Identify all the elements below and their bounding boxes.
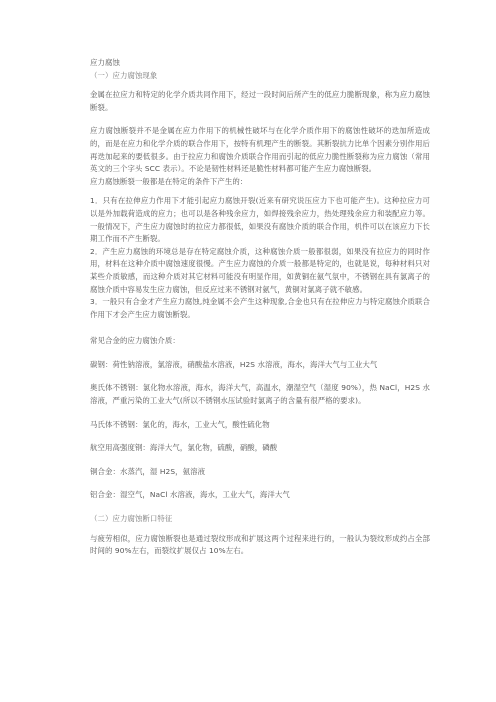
paragraph-definition: 金属在拉应力和特定的化学介质共同作用下，经过一段时间后所产生的低应力脆断现象，称为应力腐蚀断裂。 — [90, 90, 430, 112]
paragraph-conditions-intro: 应力腐蚀断裂一般都是在特定的条件下产生的： — [90, 176, 248, 186]
paragraph-aluminum-alloy: 铝合金：湿空气，NaCl 水溶液，海水，工业大气，海洋大气 — [90, 490, 290, 500]
paragraph-martensitic-stainless: 马氏体不锈钢：氯化的，海水，工业大气，酸性硫化物 — [90, 419, 270, 429]
paragraph-copper-alloy: 铜合金：水蒸汽，湿 H2S，氨溶液 — [90, 466, 206, 476]
document-title: 应力腐蚀 — [90, 58, 120, 67]
paragraph-condition-1: 1．只有在拉伸应力作用下才能引起应力腐蚀开裂(近来有研究说压应力下也可能产生)。这种拉应力可以是外加载荷造成的应力；也可以是各种残余应力，如焊接残余应力，热处理残余应力和装配应力等。一般情况下，产生应力腐蚀时的拉应力都很低，如果没有腐蚀介质的联合作用，机件可以在该应力下长期工作而不产生断裂。 — [90, 196, 430, 244]
paragraph-austenitic-stainless: 奥氏体不锈钢：氯化物水溶液，海水，海洋大气，高温水，潮湿空气（湿度 90%），热 NaCl，H2S 水溶液，严重污染的工业大气(所以不锈钢水压试验时氯离子的含量有很严格的要求)。 — [90, 383, 430, 406]
document-body — [90, 57, 430, 558]
section-heading-stress-corrosion-phenomenon: （一）应力腐蚀现象 — [90, 70, 158, 80]
paragraph-crack-process: 与疲劳相似，应力腐蚀断裂也是通过裂纹形成和扩展这两个过程来进行的，一般认为裂纹形成约占全部时间的 90%左右，而裂纹扩展仅占 10%左右。 — [90, 533, 430, 556]
section-heading-fracture-features: （二）应力腐蚀断口特征 — [90, 514, 173, 524]
paragraph-carbon-steel: 碳钢：荷性钠溶液，氯溶液，硝酸盐水溶液，H2S 水溶液，海水，海洋大气与工业大气 — [90, 359, 378, 369]
paragraph-mechanism: 应力腐蚀断裂并不是金属在应力作用下的机械性破坏与在化学介质作用下的腐蚀性破坏的迭加所造成的，而是在应力和化学介质的联合作用下，按特有机理产生的断裂。其断裂抗力比单个因素分别作用后再迭加起来的要低很多。由于拉应力和腐蚀介质联合作用而引起的低应力脆性断裂称为应力腐蚀（常用英文的三个字头 SCC 表示）。不论是韧性材料还是脆性材料都可能产生应力腐蚀断裂。 — [90, 126, 430, 174]
paragraph-condition-3: 3．一般只有合金才产生应力腐蚀,纯金属不会产生这种现象,合金也只有在拉伸应力与特定腐蚀介质联合作用下才会产生应力腐蚀断裂。 — [90, 297, 430, 319]
paragraph-common-media-intro: 常见合金的应力腐蚀介质： — [90, 336, 180, 346]
paragraph-aviation-steel: 航空用高强度钢：海洋大气，氯化物，硫酸，硝酸，磷酸 — [90, 443, 278, 453]
paragraph-condition-2: 2．产生应力腐蚀的环境总是存在特定腐蚀介质，这种腐蚀介质一般都很弱，如果没有拉应力的同时作用，材料在这种介质中腐蚀速度很慢。产生应力腐蚀的介质一般都是特定的，也就是说，每种材料只对某些介质敏感，而这种介质对其它材料可能没有明显作用，如黄铜在氨气氛中，不锈钢在具有氯离子的腐蚀介质中容易发生应力腐蚀，但反应过来不锈钢对氨气，黄铜对氯离子就不敏感。 — [90, 246, 430, 294]
